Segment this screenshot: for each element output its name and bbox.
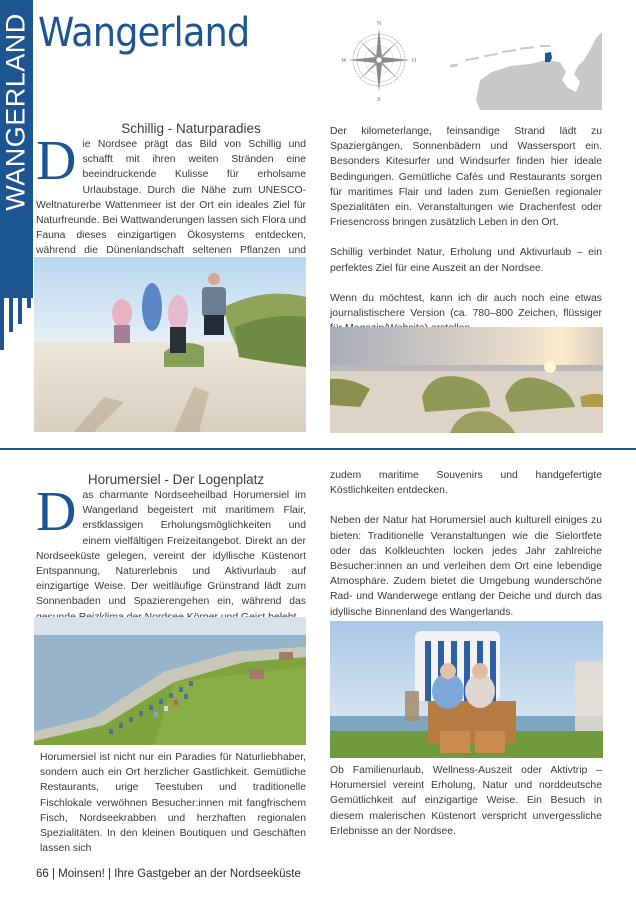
section2-right-p3: Ob Familienurlaub, Wellness-Auszeit oder Aktivtrip – Horumersiel vereint Erholung, Natur und norddeutsche Gemütlichkeit auf einzigartige Weise. Ein Besuch in diesem malerischen Küstenort verspricht unvergessliche Erlebnisse an der Nordsee. xyxy=(330,765,602,837)
compass-rose-icon xyxy=(342,18,416,102)
section-divider xyxy=(0,448,636,450)
page-title: Wangerland xyxy=(38,10,250,56)
green-beach-aerial-photo xyxy=(34,617,306,745)
sidebar-stripe xyxy=(0,298,4,350)
section2-right-column xyxy=(330,468,602,620)
sidebar-stripe xyxy=(27,298,31,308)
sidebar-label: WANGERLAND xyxy=(0,13,31,211)
dropcap: D xyxy=(36,130,77,192)
page-footer: 66 | Moinsen! | Ihre Gastgeber an der Nordseeküste xyxy=(36,868,301,880)
section2-left-bottom-column xyxy=(40,750,306,856)
section1-right-p2: Schillig verbindet Natur, Erholung und Aktivurlaub – ein perfektes Ziel für eine Auszeit an der Nordsee. xyxy=(330,247,602,274)
section1-right-p3: Wenn du möchtest, kann ich dir auch noch eine etwas journalistischere Version (ca. 780–800 Zeichen, flüssiger xyxy=(330,292,602,320)
section2-right-p2: Neben der Natur hat Horumersiel auch kulturell einiges zu bieten: Traditionelle Veranstaltungen wie die Sielortfete oder das Kolkleuchten locken jedes Jahr zahlreiche Besucher:innen an und verleihen dem Ort eine lebendige Atmosphäre. Zudem bietet die Umgebung wunderschöne Rad- und Wanderwege entlang der Deiche und durch das idyllische Binnenland des Wangerlands. xyxy=(330,515,602,618)
map-highlight xyxy=(545,52,552,62)
section1-intro: ie Nordsee prägt das Bild von Schillig und schafft mit ihren weiten Stränden eine beeindruckende Kulisse für erholsame Urlaubstage. Durch die Nähe zum UNESCO-Weltnaturerbe Wattenmeer ist der Ort ein ideales Ziel für Naturfreunde. Bei Wattwanderungen lassen sich Flora und Fauna dieses einzigartigen Ökosystems entdecken, während die Dünenlandschaft seltenen Pflanzen und xyxy=(36,139,306,257)
section1-right-p1: Der kilometerlange, feinsandige Strand lädt zu Spaziergängen, Sonnenbädern und Wassersport ein. Besonders Kitesurfer und Windsurfer finden hier ideale Bedingungen. Gemütliche Cafés und Restaurants sorgen für maritimes Flair und laden zum Genießen regionaler Spezialitäten ein. Veranstaltungen wie Drachenfest oder Friesencross bringen zusätzlich Leben in den Ort. xyxy=(330,126,602,229)
beach-chair-couple-photo xyxy=(330,621,603,758)
section2-left-column xyxy=(36,472,306,625)
section2-right-p1: zudem maritime Souvenirs und handgefertigte Köstlichkeiten entdecken. xyxy=(330,470,602,497)
family-beach-photo xyxy=(34,257,306,432)
compass-o: O xyxy=(411,58,417,64)
section2-intro: as charmante Nordseeheilbad Horumersiel im Wangerland begeistert mit maritimem Flair, erstklassigen Erholungsmöglichkeiten und einem vielfältigen Freizeitangebot. Direkt an der Nordseeküste gelegen, vereint der idyllische Küstenort Entspannung, Naturerlebnis und Aktivurlaub auf einzigartige Weise. Der weitläufige Grünstrand lädt zum Sonnenbaden und Spazierengehen ein, während das xyxy=(36,490,306,608)
compass-w: W xyxy=(341,58,347,64)
dunes-sunset-photo xyxy=(330,327,603,433)
section1-right-column xyxy=(330,124,602,336)
section2-right-bottom-column xyxy=(330,763,602,839)
section2-left-p2: Horumersiel ist nicht nur ein Paradies für Naturliebhaber, sondern auch ein Ort herzlicher Gastlichkeit. Gemütliche Restaurants, urige Teestuben und traditionelle Fischlokale verwöhnen Besucher:innen mit fangfrischem Fisch, Nordseekrabben und herzhaften regionalen Spezialitäten. In den kleinen Boutiquen und Geschäften lassen sich xyxy=(40,752,306,855)
section2-title: Horumersiel - Der Logenplatz xyxy=(87,472,265,487)
compass-s: S xyxy=(377,97,381,103)
region-map-icon xyxy=(450,20,606,110)
section1-title: Schillig - Naturparadies xyxy=(121,121,261,136)
section1-left-column xyxy=(36,121,306,274)
sidebar-stripe xyxy=(9,298,13,332)
dropcap: D xyxy=(36,481,77,543)
sidebar-stripe xyxy=(18,298,22,324)
compass-n: N xyxy=(376,21,382,27)
sidebar-banner xyxy=(0,0,33,330)
